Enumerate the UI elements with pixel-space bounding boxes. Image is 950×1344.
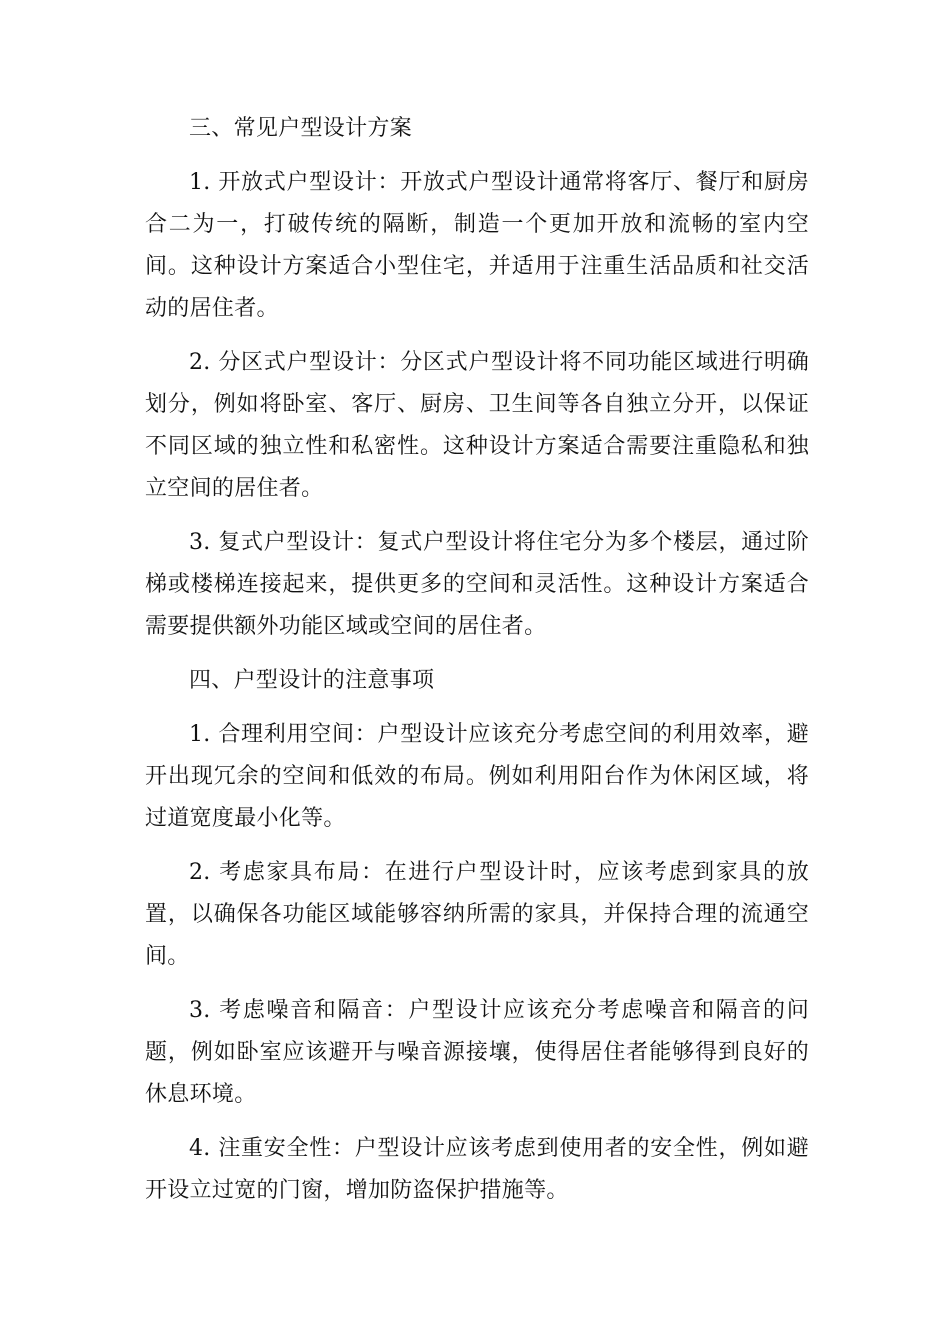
paragraph-furniture-layout: 2. 考虑家具布局：在进行户型设计时，应该考虑到家具的放置，以确保各功能区域能够容纳所需的家具，并保持合理的流通空间。 [145, 860, 809, 969]
section-heading-floor-plan-schemes: 三、常见户型设计方案 [189, 116, 413, 141]
paragraph-zoned-plan: 2. 分区式户型设计：分区式户型设计将不同功能区域进行明确划分，例如将卧室、客厅、厨房、卫生间等各自独立分开，以保证不同区域的独立性和私密性。这种设计方案适合需要注重隐私和独立空间的居住者。 [145, 350, 809, 501]
paragraph-duplex-plan: 3. 复式户型设计：复式户型设计将住宅分为多个楼层，通过阶梯或楼梯连接起来，提供更多的空间和灵活性。这种设计方案适合需要提供额外功能区域或空间的居住者。 [145, 530, 809, 639]
paragraph-space-usage: 1. 合理利用空间：户型设计应该充分考虑空间的利用效率，避开出现冗余的空间和低效的布局。例如利用阳台作为休闲区域，将过道宽度最小化等。 [145, 722, 809, 831]
paragraph-open-plan: 1. 开放式户型设计：开放式户型设计通常将客厅、餐厅和厨房合二为一，打破传统的隔断，制造一个更加开放和流畅的室内空间。这种设计方案适合小型住宅，并适用于注重生活品质和社交活动的居住者。 [145, 170, 809, 321]
paragraph-noise-insulation: 3. 考虑噪音和隔音：户型设计应该充分考虑噪音和隔音的问题，例如卧室应该避开与噪音源接壤，使得居住者能够得到良好的休息环境。 [145, 998, 809, 1107]
paragraph-safety: 4. 注重安全性：户型设计应该考虑到使用者的安全性，例如避开设立过宽的门窗，增加防盗保护措施等。 [145, 1136, 809, 1203]
document-body [145, 108, 809, 1224]
section-heading-design-notes: 四、户型设计的注意事项 [189, 668, 435, 693]
